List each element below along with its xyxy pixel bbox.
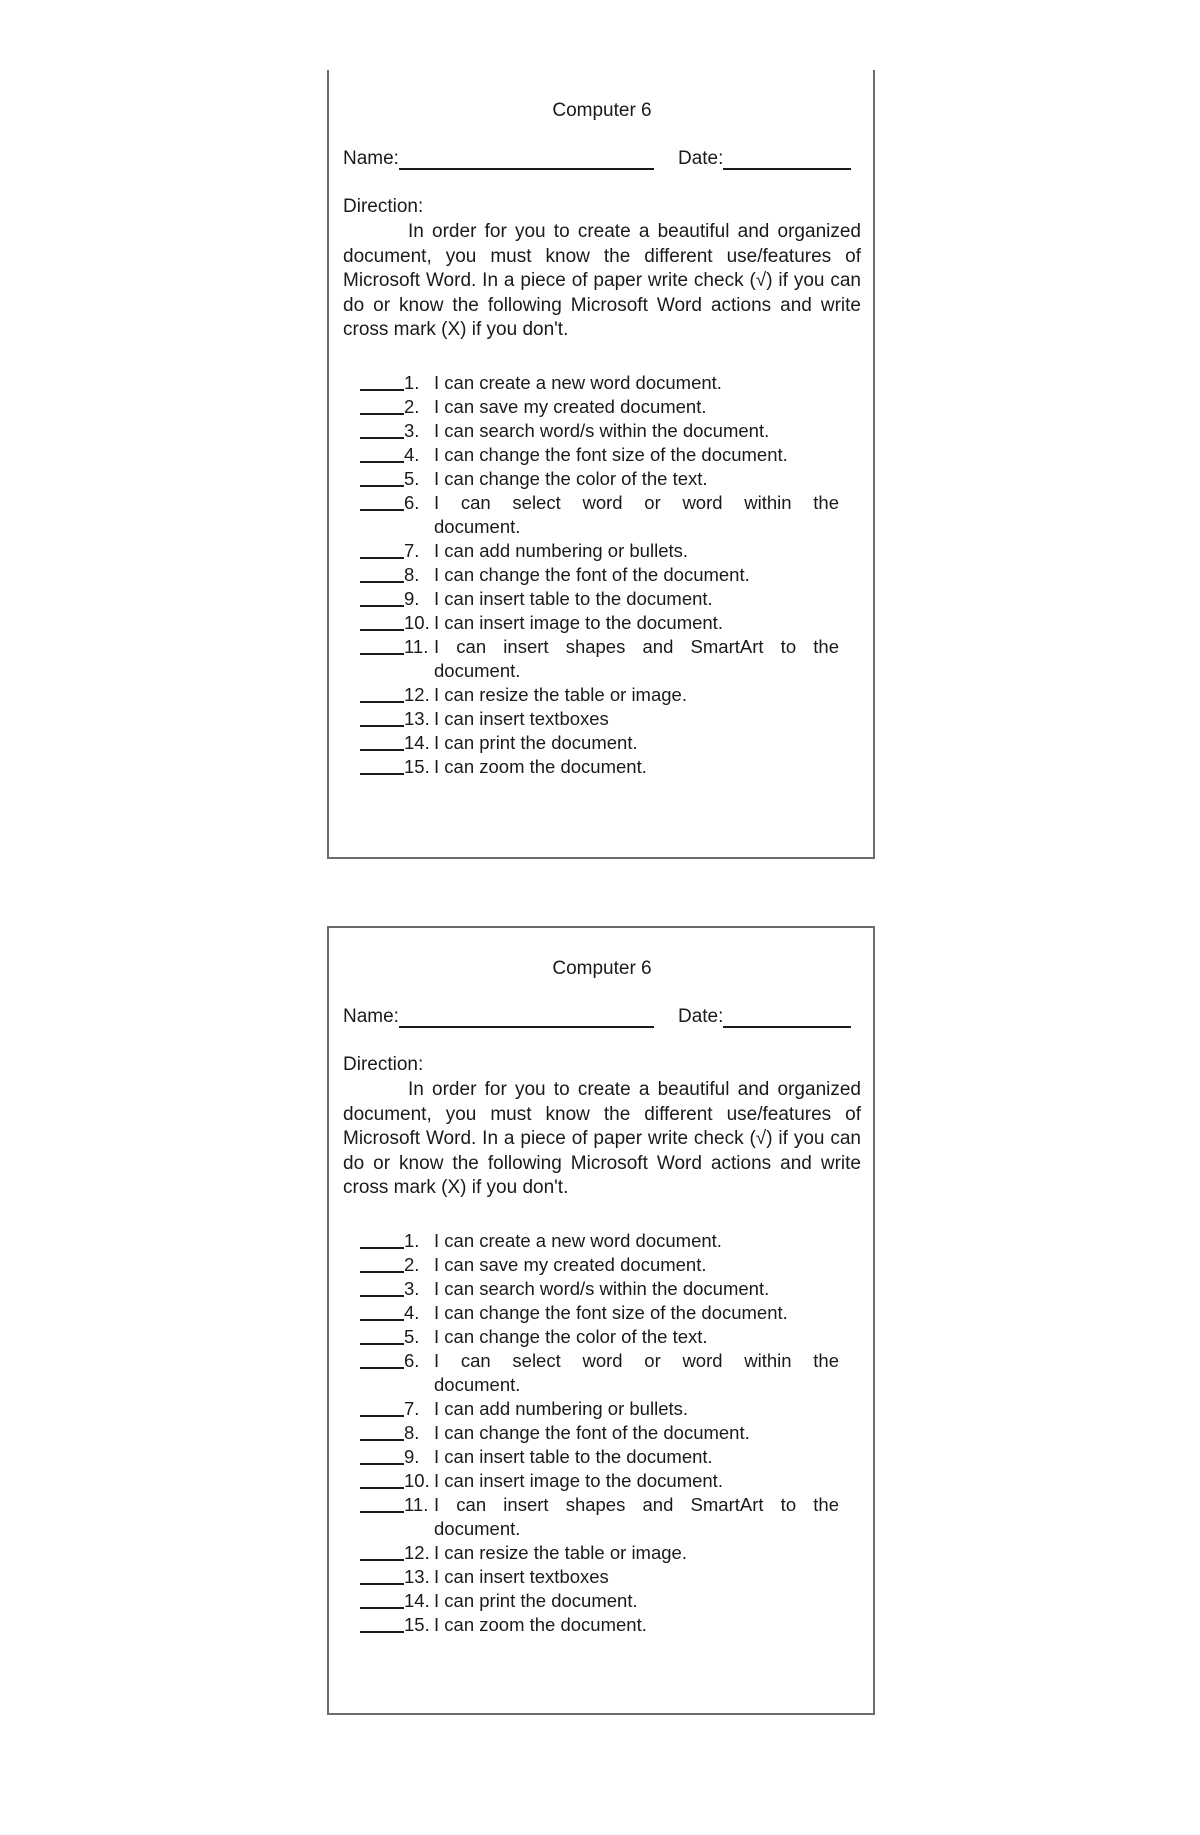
answer-blank: [360, 419, 404, 439]
item-number: 8.: [404, 564, 420, 585]
checklist-item: [360, 1469, 839, 1493]
item-text-line: I can insert shapes and SmartArt to the: [434, 636, 839, 657]
direction-text: In order for you to create a beautiful and organized document, you must know the different use/features of Microsoft Word. In a piece of paper write check (√) if you can do or know the following Microsoft Word actions and write cross mark (X) if you don't.: [343, 1079, 861, 1198]
checklist-item: [360, 1397, 839, 1421]
answer-blank: [360, 1325, 404, 1345]
checklist: [360, 1229, 839, 1637]
answer-blank: [360, 1421, 404, 1441]
item-text-line: I can select word or word within the: [434, 1350, 839, 1371]
item-number: 4.: [404, 1302, 420, 1323]
checklist-item: [360, 587, 839, 611]
checklist-item: [360, 1445, 839, 1469]
item-text-line: document.: [434, 516, 521, 537]
checklist-item: [360, 1253, 839, 1277]
answer-blank: [360, 1253, 404, 1273]
answer-blank: [360, 395, 404, 415]
checklist-item: [360, 443, 839, 467]
answer-blank: [360, 1565, 404, 1585]
worksheet-copy-2: [327, 926, 875, 1715]
item-text: [434, 1493, 839, 1541]
name-date-row: [343, 148, 861, 170]
checklist-item: [360, 1229, 839, 1253]
checklist-item: [360, 1613, 839, 1637]
checklist-item: [360, 1589, 839, 1613]
checklist-item: [360, 491, 839, 539]
item-text: I can change the font size of the document.: [434, 444, 788, 465]
checklist-item: [360, 467, 839, 491]
checklist-item: [360, 1565, 839, 1589]
item-text-line: document.: [434, 1518, 521, 1539]
item-text: I can add numbering or bullets.: [434, 1398, 689, 1419]
answer-blank: [360, 635, 404, 655]
item-text: I can print the document.: [434, 732, 638, 753]
worksheet-title: Computer 6: [552, 958, 652, 979]
item-number: 5.: [404, 1326, 420, 1347]
item-number: 2.: [404, 396, 420, 417]
answer-blank: [360, 1469, 404, 1489]
worksheet-copy-1: [327, 70, 875, 859]
answer-blank: [360, 731, 404, 751]
item-number: 6.: [404, 492, 420, 513]
worksheet-title: Computer 6: [552, 100, 652, 121]
item-number: 5.: [404, 468, 420, 489]
answer-blank: [360, 1277, 404, 1297]
item-number: 13.: [404, 708, 430, 729]
answer-blank: [360, 1541, 404, 1561]
item-number: 4.: [404, 444, 420, 465]
item-text: I can change the font of the document.: [434, 564, 750, 585]
checklist-item: [360, 419, 839, 443]
name-label: Name:: [343, 148, 399, 169]
answer-blank: [360, 491, 404, 511]
item-text: I can create a new word document.: [434, 372, 722, 393]
checklist-item: [360, 1277, 839, 1301]
checklist-item: [360, 611, 839, 635]
item-text: I can resize the table or image.: [434, 1542, 687, 1563]
item-text: I can change the font size of the document.: [434, 1302, 788, 1323]
item-text: I can resize the table or image.: [434, 684, 687, 705]
answer-blank: [360, 755, 404, 775]
name-blank: [399, 1008, 654, 1028]
answer-blank: [360, 1445, 404, 1465]
date-blank: [723, 150, 851, 170]
checklist-item: [360, 731, 839, 755]
date-label: Date:: [677, 1006, 724, 1027]
item-text: I can insert image to the document.: [434, 1470, 723, 1491]
item-number: 9.: [404, 1446, 420, 1467]
item-number: 14.: [404, 1590, 430, 1611]
answer-blank: [360, 467, 404, 487]
item-text-line: I can select word or word within the: [434, 492, 839, 513]
item-number: 9.: [404, 588, 420, 609]
checklist-item: [360, 1349, 839, 1397]
answer-blank: [360, 707, 404, 727]
item-text: I can insert textboxes: [434, 708, 609, 729]
item-text: I can create a new word document.: [434, 1230, 722, 1251]
item-number: 7.: [404, 1398, 420, 1419]
answer-blank: [360, 1349, 404, 1369]
item-text: I can add numbering or bullets.: [434, 540, 689, 561]
checklist-item: [360, 539, 839, 563]
item-text: I can change the color of the text.: [434, 468, 708, 489]
answer-blank: [360, 371, 404, 391]
item-text-line: document.: [434, 660, 521, 681]
item-text: I can print the document.: [434, 1590, 638, 1611]
item-text: I can zoom the document.: [434, 756, 647, 777]
item-text: [434, 491, 839, 539]
item-number: 15.: [404, 756, 430, 777]
item-text: I can insert table to the document.: [434, 588, 713, 609]
date-blank: [723, 1008, 851, 1028]
item-text: I can search word/s within the document.: [434, 1278, 770, 1299]
answer-blank: [360, 683, 404, 703]
item-text: I can change the font of the document.: [434, 1422, 750, 1443]
date-label: Date:: [677, 148, 724, 169]
item-number: 11.: [404, 1494, 429, 1515]
direction-label: Direction:: [343, 196, 424, 217]
checklist-item: [360, 1541, 839, 1565]
item-text: I can save my created document.: [434, 396, 707, 417]
name-date-row: [343, 1006, 861, 1028]
item-number: 3.: [404, 1278, 420, 1299]
checklist-item: [360, 1325, 839, 1349]
item-number: 14.: [404, 732, 430, 753]
item-number: 1.: [404, 372, 420, 393]
answer-blank: [360, 563, 404, 583]
answer-blank: [360, 443, 404, 463]
checklist-item: [360, 1421, 839, 1445]
item-text: I can search word/s within the document.: [434, 420, 770, 441]
checklist-item: [360, 1493, 839, 1541]
name-label: Name:: [343, 1006, 399, 1027]
answer-blank: [360, 539, 404, 559]
item-number: 8.: [404, 1422, 420, 1443]
checklist-item: [360, 395, 839, 419]
item-number: 1.: [404, 1230, 420, 1251]
checklist-item: [360, 755, 839, 779]
checklist-item: [360, 563, 839, 587]
direction-text: In order for you to create a beautiful and organized document, you must know the different use/features of Microsoft Word. In a piece of paper write check (√) if you can do or know the following Microsoft Word actions and write cross mark (X) if you don't.: [343, 221, 861, 340]
answer-blank: [360, 1613, 404, 1633]
item-number: 12.: [404, 1542, 430, 1563]
item-text: [434, 1349, 839, 1397]
item-number: 7.: [404, 540, 420, 561]
item-number: 2.: [404, 1254, 420, 1275]
checklist-item: [360, 683, 839, 707]
answer-blank: [360, 1229, 404, 1249]
item-number: 12.: [404, 684, 430, 705]
item-number: 11.: [404, 636, 429, 657]
direction-label: Direction:: [343, 1054, 424, 1075]
name-blank: [399, 150, 654, 170]
item-number: 10.: [404, 612, 430, 633]
item-text: I can insert table to the document.: [434, 1446, 713, 1467]
checklist-item: [360, 371, 839, 395]
checklist-item: [360, 635, 839, 683]
item-number: 15.: [404, 1614, 430, 1635]
answer-blank: [360, 611, 404, 631]
checklist-item: [360, 1301, 839, 1325]
answer-blank: [360, 1301, 404, 1321]
item-text: I can zoom the document.: [434, 1614, 647, 1635]
answer-blank: [360, 587, 404, 607]
item-text: [434, 635, 839, 683]
item-text: I can insert textboxes: [434, 1566, 609, 1587]
item-text: I can insert image to the document.: [434, 612, 723, 633]
answer-blank: [360, 1493, 404, 1513]
answer-blank: [360, 1589, 404, 1609]
item-text: I can save my created document.: [434, 1254, 707, 1275]
item-text: I can change the color of the text.: [434, 1326, 708, 1347]
item-number: 6.: [404, 1350, 420, 1371]
answer-blank: [360, 1397, 404, 1417]
item-text-line: I can insert shapes and SmartArt to the: [434, 1494, 839, 1515]
checklist: [360, 371, 839, 779]
item-number: 13.: [404, 1566, 430, 1587]
checklist-item: [360, 707, 839, 731]
item-text-line: document.: [434, 1374, 521, 1395]
item-number: 3.: [404, 420, 420, 441]
item-number: 10.: [404, 1470, 430, 1491]
